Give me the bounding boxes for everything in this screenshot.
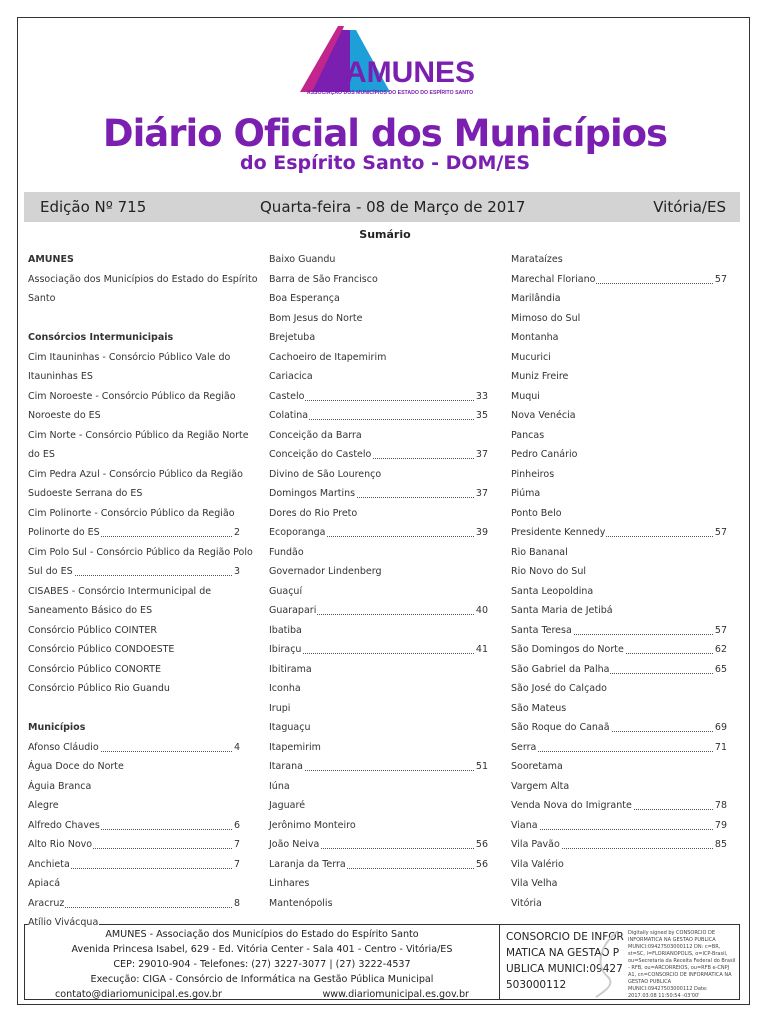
summary-entry[interactable] — [28, 796, 240, 816]
digital-signature — [500, 924, 740, 1000]
summary-entry-label: Vila Valério — [511, 858, 564, 870]
summary-entry-label: Dores do Rio Preto — [269, 507, 358, 519]
summary-entry-label: Rio Novo do Sul — [511, 566, 586, 577]
summary-entry[interactable] — [269, 640, 488, 660]
summary-title: Sumário — [359, 228, 411, 241]
summary-entry[interactable] — [511, 250, 727, 270]
summary-entry[interactable] — [269, 874, 488, 894]
summary-entry[interactable] — [269, 348, 488, 368]
summary-entry-label: São Mateus — [511, 702, 567, 714]
summary-section-heading[interactable] — [28, 328, 240, 348]
summary-entry[interactable] — [269, 504, 488, 524]
summary-entry-label: do ES — [28, 449, 55, 460]
summary-entry[interactable] — [511, 465, 727, 485]
summary-entry[interactable] — [269, 426, 488, 446]
summary-entry-label: CISABES - Consórcio Intermunicipal de — [28, 585, 212, 597]
summary-entry[interactable] — [28, 757, 240, 777]
summary-entry-label: Linhares — [269, 878, 310, 889]
summary-entry[interactable] — [28, 562, 240, 582]
summary-entry-label: Cariacica — [269, 371, 313, 382]
summary-entry-page: 7 — [233, 835, 240, 855]
summary-entry[interactable] — [511, 796, 727, 816]
summary-entry[interactable] — [511, 601, 727, 621]
amunes-logo — [290, 22, 490, 106]
summary-column-1 — [28, 250, 258, 933]
summary-entry[interactable] — [269, 309, 488, 329]
summary-entry-page: 56 — [475, 835, 488, 855]
summary-entry-label: Viana — [511, 819, 538, 831]
summary-entry[interactable] — [269, 484, 488, 504]
summary-entry-label: Água Doce do Norte — [28, 761, 124, 772]
summary-column-2 — [269, 250, 488, 913]
summary-entry-label: Muniz Freire — [511, 371, 569, 382]
summary-entry-label: Guaçuí — [269, 585, 303, 597]
summary-entry-label: Santa Maria de Jetibá — [511, 605, 613, 616]
summary-entry-page: 37 — [475, 484, 488, 504]
summary-entry-label: Associação dos Municípios do Estado do Espírito — [28, 273, 258, 285]
summary-entry-label: Mucurici — [511, 351, 551, 363]
summary-entry-label: Piúma — [511, 488, 541, 499]
summary-entry-label: Consórcio Público COINTER — [28, 624, 157, 636]
summary-entry-label: Santa Teresa — [511, 624, 572, 636]
summary-entry-label: Cim Pedra Azul - Consórcio Público da Região — [28, 468, 243, 480]
summary-entry-label: Santa Leopoldina — [511, 585, 594, 597]
summary-entry[interactable] — [269, 894, 488, 914]
summary-entry[interactable] — [511, 309, 727, 329]
summary-entry[interactable] — [28, 835, 240, 855]
summary-entry-label: Guarapari — [269, 605, 317, 616]
summary-entry[interactable] — [511, 894, 727, 914]
summary-entry[interactable] — [511, 699, 727, 719]
summary-entry-page: 57 — [714, 270, 727, 290]
summary-entry[interactable] — [269, 718, 488, 738]
summary-entry-label: Apiacá — [28, 878, 61, 889]
summary-entry[interactable] — [269, 816, 488, 836]
summary-entry[interactable] — [28, 601, 240, 621]
summary-entry-label: Sudoeste Serrana do ES — [28, 488, 143, 499]
summary-entry-label: Cim Norte - Consórcio Público da Região Norte — [28, 429, 249, 441]
summary-entry-label: Noroeste do ES — [28, 410, 101, 421]
summary-entry-label: Rio Bananal — [511, 546, 568, 558]
summary-entry-label: Iconha — [269, 683, 301, 694]
summary-entry[interactable] — [269, 601, 488, 621]
summary-entry[interactable] — [511, 484, 727, 504]
summary-entry-label: Marataízes — [511, 254, 563, 265]
summary-entry-label: São Gabriel da Palha — [511, 663, 610, 675]
summary-entry[interactable] — [269, 757, 488, 777]
summary-entry[interactable] — [269, 621, 488, 641]
summary-entry-label: Alegre — [28, 800, 59, 811]
summary-entry[interactable] — [511, 543, 727, 563]
summary-entry-label: Municípios — [28, 722, 86, 733]
summary-entry[interactable] — [269, 738, 488, 758]
summary-entry[interactable] — [511, 445, 727, 465]
summary-entry[interactable] — [28, 621, 240, 641]
summary-entry-label: Barra de São Francisco — [269, 273, 378, 285]
summary-entry-label: Vila Velha — [511, 878, 558, 889]
summary-entry[interactable] — [511, 270, 727, 290]
summary-entry[interactable] — [269, 250, 488, 270]
summary-entry[interactable] — [269, 445, 488, 465]
summary-entry-page: 33 — [475, 387, 488, 407]
summary-entry[interactable] — [269, 562, 488, 582]
summary-entry[interactable] — [269, 582, 488, 602]
summary-entry-label — [28, 313, 29, 324]
summary-entry-label: Itapemirim — [269, 741, 321, 753]
summary-section-heading[interactable] — [28, 718, 240, 738]
summary-entry-page: 56 — [475, 855, 488, 875]
summary-entry[interactable] — [269, 270, 488, 290]
summary-entry[interactable] — [511, 328, 727, 348]
summary-entry-label: Itarana — [269, 761, 303, 772]
summary-entry[interactable] — [28, 348, 240, 368]
summary-entry-label: Consórcio Público CONORTE — [28, 663, 161, 675]
summary-entry-label: Marilândia — [511, 293, 561, 304]
summary-entry-page: 57 — [714, 621, 727, 641]
summary-entry-label: João Neiva — [269, 839, 320, 850]
summary-entry-label: Ibatiba — [269, 624, 302, 636]
summary-entry-label: Muqui — [511, 390, 540, 402]
summary-entry-page: 65 — [714, 660, 727, 680]
summary-entry-label: Conceição da Barra — [269, 429, 362, 441]
summary-entry-label: Anchieta — [28, 858, 70, 870]
summary-entry-label: Aracruz — [28, 897, 65, 909]
summary-entry[interactable] — [511, 367, 727, 387]
summary-entry[interactable] — [511, 757, 727, 777]
summary-entry-label: Pinheiros — [511, 468, 555, 480]
summary-entry-label: Castelo — [269, 390, 305, 402]
summary-entry-label: Cim Polo Sul - Consórcio Público da Região Polo — [28, 546, 253, 558]
summary-entry[interactable] — [269, 387, 488, 407]
summary-entry-label: Ibitirama — [269, 663, 312, 675]
summary-entry[interactable] — [28, 582, 240, 602]
summary-entry-label: Laranja da Terra — [269, 858, 346, 870]
edition-number: Edição Nº 715 — [40, 198, 147, 216]
summary-entry-label: Sooretama — [511, 761, 563, 772]
summary-column-3 — [511, 250, 727, 913]
summary-entry-label — [28, 703, 29, 714]
summary-entry[interactable] — [28, 855, 240, 875]
summary-section-heading[interactable] — [28, 250, 240, 270]
summary-entry-label: Vitória — [511, 897, 542, 909]
summary-entry[interactable] — [511, 738, 727, 758]
summary-entry-page: 37 — [475, 445, 488, 465]
summary-entry-label: Vargem Alta — [511, 780, 570, 792]
summary-entry-page: 85 — [714, 835, 727, 855]
summary-entry[interactable] — [511, 816, 727, 836]
summary-entry-label: Bom Jesus do Norte — [269, 312, 363, 324]
summary-entry[interactable] — [28, 660, 240, 680]
page-title: Diário Oficial dos Municípios — [102, 112, 668, 155]
summary-entry-label: Serra — [511, 741, 537, 753]
edition-bar — [24, 192, 740, 222]
summary-entry-label: Divino de São Lourenço — [269, 468, 382, 480]
summary-entry[interactable] — [511, 582, 727, 602]
summary-entry-label: Pedro Canário — [511, 449, 578, 460]
summary-entry-label: Colatina — [269, 410, 309, 421]
summary-entry[interactable] — [511, 777, 727, 797]
summary-entry-label: Jerônimo Monteiro — [269, 819, 356, 831]
summary-entry-label: Santo — [28, 293, 56, 304]
summary-entry-label: Consórcio Público Rio Guandu — [28, 683, 170, 694]
summary-entry-label: Boa Esperança — [269, 293, 340, 304]
summary-entry-page: 41 — [475, 640, 488, 660]
summary-entry[interactable] — [269, 523, 488, 543]
summary-entry-label: Montanha — [511, 332, 559, 343]
summary-entry-label: Nova Venécia — [511, 410, 576, 421]
summary-entry[interactable] — [269, 367, 488, 387]
summary-entry-page: 71 — [714, 738, 727, 758]
summary-entry-label: Atílio Vivácqua — [28, 917, 99, 928]
summary-entry-label: Cim Noroeste - Consórcio Público da Região — [28, 390, 236, 402]
summary-entry[interactable] — [28, 874, 240, 894]
summary-entry-label: Cachoeiro de Itapemirim — [269, 351, 387, 363]
summary-entry-label: Alto Rio Novo — [28, 839, 93, 850]
summary-entry[interactable] — [28, 777, 240, 797]
summary-entry[interactable] — [269, 465, 488, 485]
summary-entry[interactable] — [269, 855, 488, 875]
summary-entry-label: Alfredo Chaves — [28, 819, 100, 831]
summary-entry-label: Cim Polinorte - Consórcio Público da Região — [28, 507, 235, 519]
logo-triangle-icon — [290, 22, 490, 106]
summary-entry[interactable] — [511, 348, 727, 368]
summary-entry[interactable] — [269, 777, 488, 797]
signature-signer: CONSORCIO DE INFORMATICA NA GESTAO PUBLICA MUNICI:09427503000112 — [506, 931, 624, 991]
summary-entry[interactable] — [511, 718, 727, 738]
summary-entry-label: Pancas — [511, 429, 545, 441]
summary-entry-label: Marechal Floriano — [511, 273, 596, 285]
summary-entry-label: Mantenópolis — [269, 897, 333, 909]
summary-entry-page: 57 — [714, 523, 727, 543]
summary-entry[interactable] — [511, 289, 727, 309]
summary-entry-label: Saneamento Básico do ES — [28, 605, 153, 616]
summary-entry[interactable] — [28, 894, 240, 914]
summary-entry-label: Baixo Guandu — [269, 254, 336, 265]
signature-note: Digitally signed by CONSORCIO DE INFORMATICA NA GESTAO PUBLICA MUNICI:09427503000112 DN: c=BR, st=SC, l=FLORIANOPOLIS, o=ICP-Brasil, ou=Secretaria da Receita Federal do Brasil - RFB, ou=ARCORREIOS, ou=RFB e-CNPJ A1, cn=CONSORCIO DE INFORMATICA NA GESTAO PUBLICA MUNICI:09427503000112 Date: 2017.03.08 11:50:54 -03'00' — [628, 930, 736, 999]
summary-entry-label: Consórcio Público CONDOESTE — [28, 644, 175, 655]
summary-entry[interactable] — [511, 504, 727, 524]
summary-entry-label: São Roque do Canaã — [511, 722, 610, 733]
summary-entry-page: 3 — [233, 562, 240, 582]
signature-scribble-icon — [588, 927, 628, 999]
summary-entry[interactable] — [28, 367, 240, 387]
summary-entry[interactable] — [28, 543, 253, 563]
summary-entry-label: Afonso Cláudio — [28, 741, 99, 753]
footer-website-link[interactable]: www.diariomunicipal.es.gov.br — [322, 989, 469, 1000]
summary-entry-label: AMUNES — [28, 254, 74, 265]
summary-entry — [28, 309, 240, 329]
summary-entry[interactable] — [269, 660, 488, 680]
summary-entry[interactable] — [28, 523, 240, 543]
footer-line-3: CEP: 29010-904 - Telefones: (27) 3227-3077 | (27) 3222-4537 — [113, 959, 411, 970]
summary-entry[interactable] — [269, 796, 488, 816]
summary-entry-page: 79 — [714, 816, 727, 836]
summary-entry[interactable] — [511, 406, 727, 426]
edition-date: Quarta-feira - 08 de Março de 2017 — [260, 198, 526, 216]
summary-entry-page: 35 — [475, 406, 488, 426]
summary-entry[interactable] — [28, 679, 240, 699]
summary-entry[interactable] — [28, 289, 240, 309]
footer-email-link[interactable]: contato@diariomunicipal.es.gov.br — [55, 989, 222, 1000]
summary-entry — [28, 699, 240, 719]
page-subtitle: do Espírito Santo - DOM/ES — [239, 152, 531, 174]
summary-entry[interactable] — [511, 426, 727, 446]
summary-entry[interactable] — [28, 504, 240, 524]
summary-entry[interactable] — [511, 387, 727, 407]
summary-entry[interactable] — [28, 406, 240, 426]
summary-entry-label: Ecoporanga — [269, 527, 326, 538]
summary-entry-label: Venda Nova do Imigrante — [511, 800, 632, 811]
logo-tagline: ASSOCIAÇÃO DOS MUNICÍPIOS DO ESTADO DO ESPÍRITO SANTO — [306, 90, 474, 96]
summary-entry-label: São José do Calçado — [511, 683, 607, 694]
summary-entry[interactable] — [511, 562, 727, 582]
summary-entry-label: Domingos Martins — [269, 488, 356, 499]
summary-entry[interactable] — [28, 387, 240, 407]
summary-entry-label: São Domingos do Norte — [511, 644, 624, 655]
summary-entry-label: Ibiraçu — [269, 644, 302, 655]
summary-entry-label: Itauninhas ES — [28, 371, 93, 382]
logo-wordmark: AMUNES — [345, 56, 476, 89]
summary-entry-label: Cim Itauninhas - Consórcio Público Vale do — [28, 351, 231, 363]
summary-entry-label: Itaguaçu — [269, 722, 311, 733]
summary-entry[interactable] — [28, 484, 240, 504]
summary-entry-page: 51 — [475, 757, 488, 777]
summary-entry-label: Conceição do Castelo — [269, 449, 372, 460]
summary-entry[interactable] — [269, 835, 488, 855]
summary-entry-page: 39 — [475, 523, 488, 543]
summary-entry-label: Mimoso do Sul — [511, 312, 581, 324]
summary-entry-label: Presidente Kennedy — [511, 527, 606, 538]
edition-place: Vitória/ES — [653, 198, 726, 216]
footer-contact — [24, 924, 500, 1000]
summary-entry-label: Brejetuba — [269, 332, 316, 343]
summary-entry[interactable] — [511, 640, 727, 660]
summary-entry[interactable] — [511, 679, 727, 699]
summary-entry-label: Jaguaré — [269, 800, 306, 811]
summary-entry[interactable] — [28, 445, 240, 465]
summary-entry[interactable] — [269, 679, 488, 699]
summary-entry-label: Polinorte do ES — [28, 527, 100, 538]
summary-entry[interactable] — [511, 523, 727, 543]
summary-entry-label: Sul do ES — [28, 566, 73, 577]
summary-entry-label: Fundão — [269, 546, 304, 558]
summary-entry-page: 78 — [714, 796, 727, 816]
summary-entry[interactable] — [511, 621, 727, 641]
summary-entry-page: 6 — [233, 816, 240, 836]
footer-line-2: Avenida Princesa Isabel, 629 - Ed. Vitória Center - Sala 401 - Centro - Vitória/ES — [71, 944, 453, 955]
summary-entry[interactable] — [28, 738, 240, 758]
summary-entry[interactable] — [269, 328, 488, 348]
summary-entry-label: Governador Lindenberg — [269, 566, 382, 577]
summary-entry[interactable] — [269, 406, 488, 426]
summary-entry[interactable] — [511, 874, 727, 894]
summary-entry-page: 8 — [233, 894, 240, 914]
summary-entry-page: 62 — [714, 640, 727, 660]
summary-entry-page: 4 — [233, 738, 240, 758]
summary-entry-label: Ponto Belo — [511, 507, 562, 519]
summary-entry[interactable] — [28, 270, 258, 290]
summary-entry-label: Irupi — [269, 702, 291, 714]
summary-entry-label: Águia Branca — [28, 780, 92, 792]
summary-entry[interactable] — [28, 426, 249, 446]
summary-entry[interactable] — [511, 835, 727, 855]
summary-entry[interactable] — [269, 289, 488, 309]
summary-entry-label: Consórcios Intermunicipais — [28, 332, 174, 343]
summary-entry[interactable] — [28, 465, 243, 485]
summary-entry[interactable] — [28, 640, 240, 660]
footer-line-4: Execução: CIGA - Consórcio de Informática na Gestão Pública Municipal — [90, 974, 434, 985]
summary-entry[interactable] — [511, 660, 727, 680]
summary-entry[interactable] — [28, 816, 240, 836]
summary-entry-page: 7 — [233, 855, 240, 875]
summary-entry-page: 2 — [233, 523, 240, 543]
summary-entry[interactable] — [269, 543, 488, 563]
summary-entry-label: Iúna — [269, 780, 290, 792]
footer-line-1: AMUNES - Associação dos Municípios do Estado do Espírito Santo — [105, 929, 419, 940]
summary-entry[interactable] — [269, 699, 488, 719]
summary-entry-page: 40 — [475, 601, 488, 621]
summary-entry-label: Vila Pavão — [511, 839, 560, 850]
summary-entry[interactable] — [511, 855, 727, 875]
summary-entry-page: 69 — [714, 718, 727, 738]
